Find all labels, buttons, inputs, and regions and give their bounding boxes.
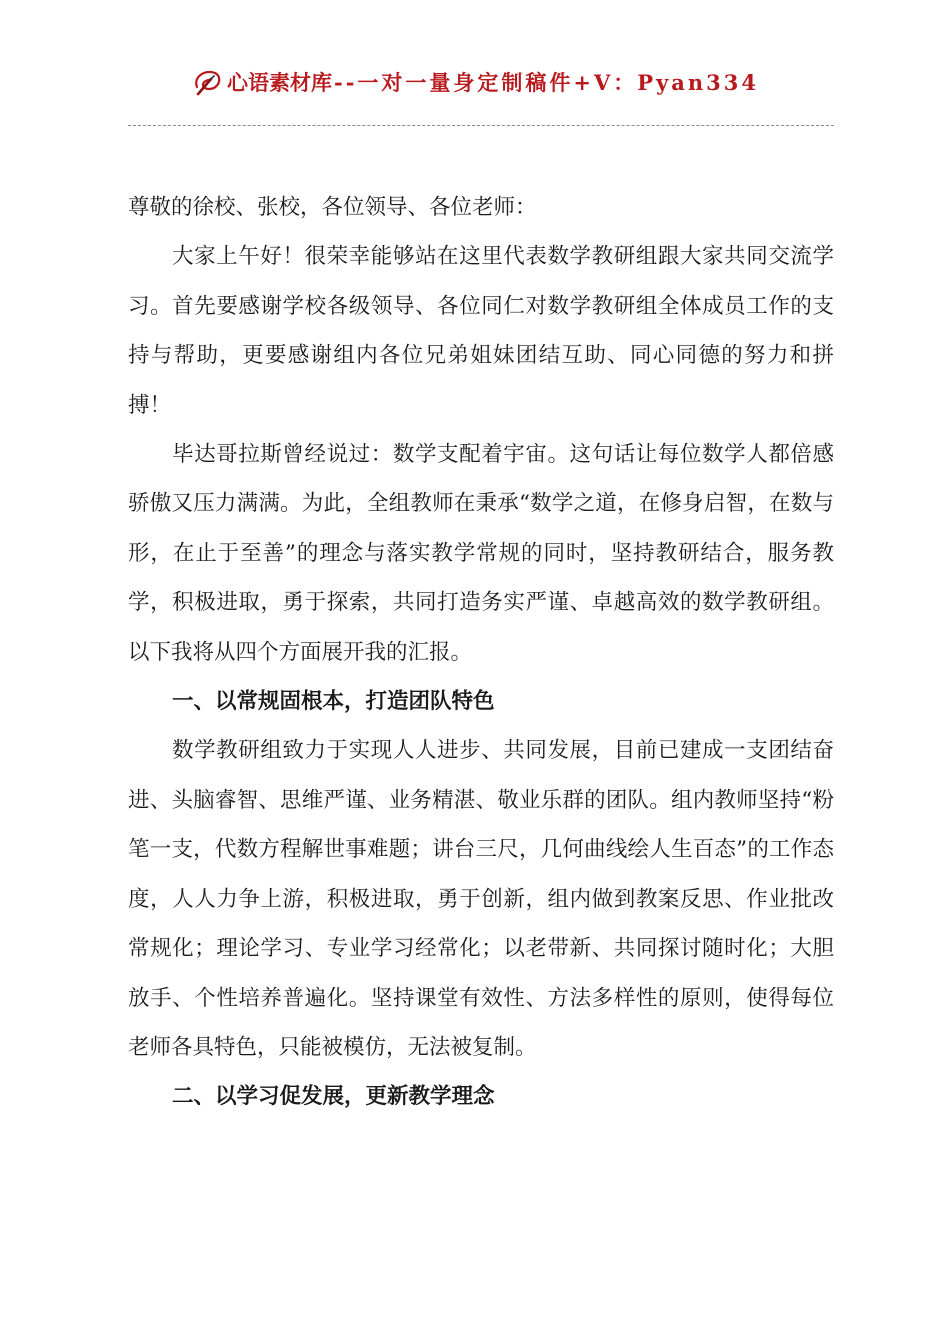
brand-name: 心语素材库 [226, 70, 332, 95]
document-body [128, 183, 834, 1122]
header-tagline: --一对一量身定制稿件+V：Pyan334 [333, 70, 760, 95]
header-inner [191, 65, 759, 99]
paragraph-greeting: 大家上午好！很荣幸能够站在这里代表数学教研组跟大家共同交流学习。首先要感谢学校各级领导、各位同仁对数学教研组全体成员工作的支持与帮助，更要感谢组内各位兄弟姐妹团结互助、同心同德的努力和拼搏！ [128, 244, 834, 418]
section-heading-1: 一、以常规固根本，打造团队特色 [172, 689, 495, 715]
pen-swirl-logo-icon [191, 65, 225, 99]
section-body-1: 数学教研组致力于实现人人进步、共同发展，目前已建成一支团结奋进、头脑睿智、思维严谨、业务精湛、敬业乐群的团队。组内教师坚持“粉笔一支，代数方程解世事难题；讲台三尺，几何曲线绘人生百态”的工作态度，人人力争上游，积极进取，勇于创新，组内做到教案反思、作业批改常规化；理论学习、专业学习经常化；以老带新、共同探讨随时化；大胆放手、个性培养普遍化。坚持课堂有效性、方法多样性的原则，使得每位老师各具特色，只能被模仿，无法被复制。 [128, 738, 834, 1060]
page-header [0, 62, 950, 102]
section-heading-2: 二、以学习促发展，更新教学理念 [172, 1084, 495, 1110]
salutation: 尊敬的徐校、张校，各位领导、各位老师： [128, 195, 537, 220]
header-divider [128, 125, 834, 126]
paragraph-intro: 毕达哥拉斯曾经说过：数学支配着宇宙。这句话让每位数学人都倍感骄傲又压力满满。为此，全组教师在秉承“数学之道，在修身启智，在数与形，在止于至善”的理念与落实教学常规的同时，坚持教研结合，服务教学，积极进取，勇于探索，共同打造务实严谨、卓越高效的数学教研组。以下我将从四个方面展开我的汇报。 [128, 442, 834, 665]
